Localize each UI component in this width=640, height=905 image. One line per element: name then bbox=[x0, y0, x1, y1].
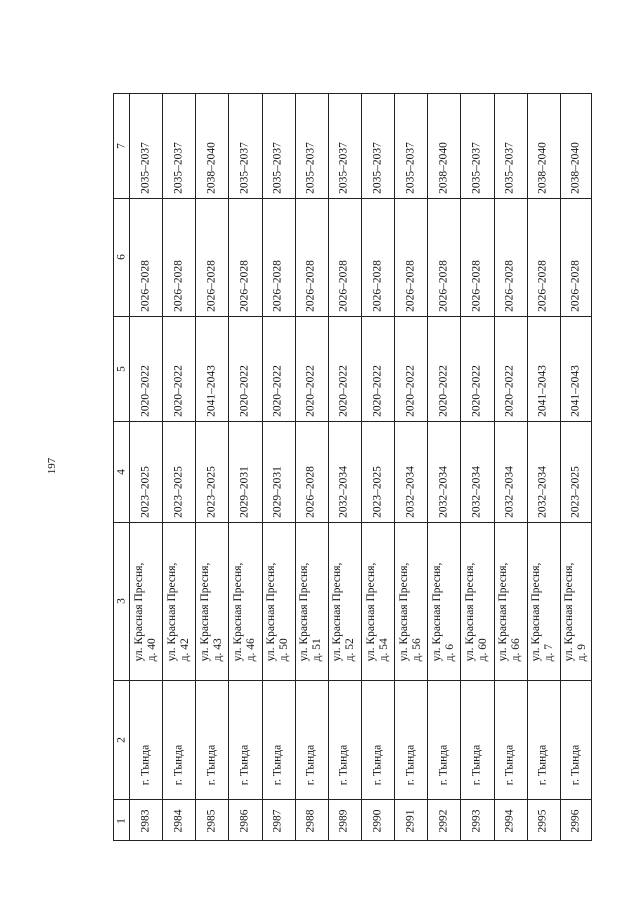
address-street: ул. Красная Пресня, bbox=[132, 562, 145, 662]
cell-period-6: 2026–2028 bbox=[337, 260, 350, 312]
cell-period-7: 2038–2040 bbox=[205, 142, 218, 194]
cell-address bbox=[563, 563, 589, 662]
row-number: 2996 bbox=[569, 809, 582, 832]
cell-address bbox=[298, 563, 324, 662]
cell-address bbox=[530, 563, 556, 662]
cell-address bbox=[133, 563, 159, 662]
cell-period-7: 2035–2037 bbox=[470, 142, 483, 194]
address-street: ул. Красная Пресня, bbox=[563, 562, 576, 662]
cell-period-4: 2029–2031 bbox=[271, 466, 284, 518]
address-house: д. 54 bbox=[377, 638, 390, 662]
cell-period-4: 2023–2025 bbox=[371, 466, 384, 518]
row-divider bbox=[162, 94, 163, 840]
cell-period-7: 2035–2037 bbox=[304, 142, 317, 194]
column-header: 3 bbox=[115, 598, 127, 604]
address-street: ул. Красная Пресня, bbox=[198, 562, 211, 662]
cell-period-4: 2032–2034 bbox=[503, 466, 516, 518]
address-house: д. 56 bbox=[410, 638, 423, 662]
cell-period-4: 2023–2025 bbox=[569, 466, 582, 518]
row-divider bbox=[394, 94, 395, 840]
cell-period-6: 2026–2028 bbox=[238, 260, 251, 312]
row-divider bbox=[494, 94, 495, 840]
address-house: д. 50 bbox=[278, 638, 291, 662]
cell-period-7: 2035–2037 bbox=[139, 142, 152, 194]
column-divider bbox=[114, 421, 591, 422]
row-number: 2990 bbox=[371, 809, 384, 832]
cell-period-4: 2032–2034 bbox=[536, 466, 549, 518]
cell-address bbox=[166, 563, 192, 662]
row-divider bbox=[262, 94, 263, 840]
row-divider bbox=[295, 94, 296, 840]
row-number: 2989 bbox=[337, 809, 350, 832]
row-divider bbox=[527, 94, 528, 840]
address-house: д. 46 bbox=[245, 638, 257, 662]
row-divider bbox=[560, 94, 561, 840]
column-divider bbox=[114, 799, 591, 800]
row-number: 2986 bbox=[238, 809, 251, 832]
address-street: ул. Красная Пресня, bbox=[331, 562, 344, 662]
cell-address bbox=[199, 563, 225, 662]
address-street: ул. Красная Пресня, bbox=[364, 562, 377, 662]
column-divider bbox=[114, 522, 591, 523]
cell-city: г. Тында bbox=[139, 744, 152, 786]
data-table bbox=[113, 93, 592, 841]
cell-period-6: 2026–2028 bbox=[437, 260, 450, 312]
column-divider bbox=[114, 198, 591, 199]
row-divider bbox=[427, 94, 428, 840]
address-house: д. 9 bbox=[576, 643, 589, 662]
cell-period-5: 2020–2022 bbox=[404, 365, 417, 417]
cell-period-4: 2032–2034 bbox=[404, 466, 417, 518]
cell-address bbox=[265, 563, 291, 662]
row-number: 2992 bbox=[437, 809, 450, 832]
row-divider bbox=[195, 94, 196, 840]
column-divider bbox=[114, 680, 591, 681]
address-street: ул. Красная Пресня, bbox=[165, 562, 178, 662]
address-house: д. 52 bbox=[344, 638, 357, 662]
address-street: ул. Красная Пресня, bbox=[232, 562, 244, 662]
cell-city: г. Тында bbox=[404, 744, 417, 786]
cell-period-4: 2023–2025 bbox=[139, 466, 152, 518]
cell-period-6: 2026–2028 bbox=[139, 260, 152, 312]
cell-period-7: 2035–2037 bbox=[238, 142, 251, 194]
cell-city: г. Тында bbox=[337, 744, 350, 786]
column-header: 4 bbox=[115, 468, 127, 475]
cell-city: г. Тында bbox=[470, 744, 483, 786]
address-house: д. 7 bbox=[543, 643, 556, 662]
cell-address bbox=[232, 563, 258, 662]
cell-city: г. Тында bbox=[536, 744, 549, 786]
cell-period-5: 2041–2043 bbox=[205, 365, 218, 417]
address-street: ул. Красная Пресня, bbox=[265, 562, 278, 662]
cell-period-7: 2035–2037 bbox=[503, 142, 516, 194]
cell-period-5: 2020–2022 bbox=[238, 365, 251, 417]
cell-period-5: 2020–2022 bbox=[437, 365, 450, 417]
cell-period-6: 2026–2028 bbox=[470, 260, 483, 312]
cell-address bbox=[331, 563, 357, 662]
column-header: 7 bbox=[115, 143, 127, 149]
cell-city: г. Тында bbox=[437, 744, 450, 786]
cell-period-7: 2038–2040 bbox=[569, 142, 582, 194]
cell-address bbox=[365, 563, 391, 662]
cell-city: г. Тында bbox=[371, 744, 384, 786]
row-divider bbox=[129, 94, 130, 840]
cell-city: г. Тында bbox=[172, 744, 185, 786]
cell-period-4: 2032–2034 bbox=[470, 466, 483, 518]
address-house: д. 60 bbox=[477, 638, 489, 662]
address-street: ул. Красная Пресня, bbox=[530, 562, 543, 662]
address-house: д. 40 bbox=[145, 638, 158, 662]
column-header: 1 bbox=[115, 817, 127, 824]
cell-address bbox=[497, 563, 523, 662]
page-number: 197 bbox=[46, 457, 58, 475]
row-number: 2994 bbox=[503, 809, 516, 832]
row-number: 2995 bbox=[536, 809, 549, 832]
cell-period-4: 2029–2031 bbox=[238, 466, 251, 518]
cell-city: г. Тында bbox=[304, 744, 317, 786]
cell-period-7: 2035–2037 bbox=[172, 142, 185, 194]
row-number: 2984 bbox=[172, 809, 185, 832]
cell-period-6: 2026–2028 bbox=[271, 260, 284, 312]
cell-period-5: 2041–2043 bbox=[536, 365, 549, 417]
cell-city: г. Тында bbox=[205, 744, 218, 786]
column-header: 5 bbox=[115, 365, 127, 372]
address-street: ул. Красная Пресня, bbox=[430, 562, 443, 662]
cell-period-4: 2032–2034 bbox=[337, 466, 350, 518]
row-number: 2993 bbox=[470, 809, 483, 832]
cell-address bbox=[398, 563, 424, 662]
column-header: 6 bbox=[115, 254, 127, 260]
cell-period-5: 2041–2043 bbox=[569, 365, 582, 417]
cell-period-6: 2026–2028 bbox=[205, 260, 218, 312]
row-number: 2988 bbox=[304, 809, 317, 832]
cell-period-5: 2020–2022 bbox=[503, 365, 516, 417]
cell-period-5: 2020–2022 bbox=[371, 365, 384, 417]
row-number: 2991 bbox=[404, 809, 417, 832]
cell-period-5: 2020–2022 bbox=[304, 365, 317, 417]
cell-period-5: 2020–2022 bbox=[271, 365, 284, 417]
cell-period-6: 2026–2028 bbox=[536, 260, 549, 312]
cell-city: г. Тында bbox=[271, 744, 284, 786]
address-street: ул. Красная Пресня, bbox=[397, 562, 410, 662]
cell-period-7: 2035–2037 bbox=[337, 142, 350, 194]
row-number: 2985 bbox=[205, 809, 218, 832]
cell-period-4: 2026–2028 bbox=[304, 466, 317, 518]
cell-period-6: 2026–2028 bbox=[304, 260, 317, 312]
cell-period-7: 2038–2040 bbox=[536, 142, 549, 194]
cell-period-7: 2035–2037 bbox=[371, 142, 384, 194]
column-header: 2 bbox=[115, 736, 127, 743]
address-street: ул. Красная Пресня, bbox=[464, 562, 476, 662]
cell-period-7: 2035–2037 bbox=[404, 142, 417, 194]
cell-period-5: 2020–2022 bbox=[470, 365, 483, 417]
cell-city: г. Тында bbox=[503, 744, 516, 786]
address-street: ул. Красная Пресня, bbox=[298, 562, 311, 662]
cell-period-5: 2020–2022 bbox=[139, 365, 152, 417]
cell-period-6: 2026–2028 bbox=[404, 260, 417, 312]
address-street: ул. Красная Пресня, bbox=[497, 562, 510, 662]
cell-period-6: 2026–2028 bbox=[371, 260, 384, 312]
cell-period-5: 2020–2022 bbox=[172, 365, 185, 417]
column-divider bbox=[114, 316, 591, 317]
row-number: 2987 bbox=[271, 809, 284, 832]
cell-address bbox=[464, 563, 490, 662]
row-divider bbox=[460, 94, 461, 840]
cell-period-4: 2023–2025 bbox=[205, 466, 218, 518]
cell-address bbox=[431, 563, 457, 662]
cell-period-6: 2026–2028 bbox=[172, 260, 185, 312]
cell-period-6: 2026–2028 bbox=[503, 260, 516, 312]
cell-period-7: 2035–2037 bbox=[271, 142, 284, 194]
row-divider bbox=[361, 94, 362, 840]
row-divider bbox=[228, 94, 229, 840]
address-house: д. 6 bbox=[443, 643, 456, 662]
cell-period-4: 2032–2034 bbox=[437, 466, 450, 518]
cell-period-5: 2020–2022 bbox=[337, 365, 350, 417]
address-house: д. 51 bbox=[311, 638, 324, 662]
cell-city: г. Тында bbox=[238, 744, 251, 786]
address-house: д. 66 bbox=[510, 638, 523, 662]
cell-period-7: 2038–2040 bbox=[437, 142, 450, 194]
cell-period-6: 2026–2028 bbox=[569, 260, 582, 312]
cell-city: г. Тында bbox=[569, 744, 582, 786]
row-divider bbox=[328, 94, 329, 840]
cell-period-4: 2023–2025 bbox=[172, 466, 185, 518]
address-house: д. 43 bbox=[211, 638, 224, 662]
row-number: 2983 bbox=[139, 809, 152, 832]
address-house: д. 42 bbox=[178, 638, 191, 662]
